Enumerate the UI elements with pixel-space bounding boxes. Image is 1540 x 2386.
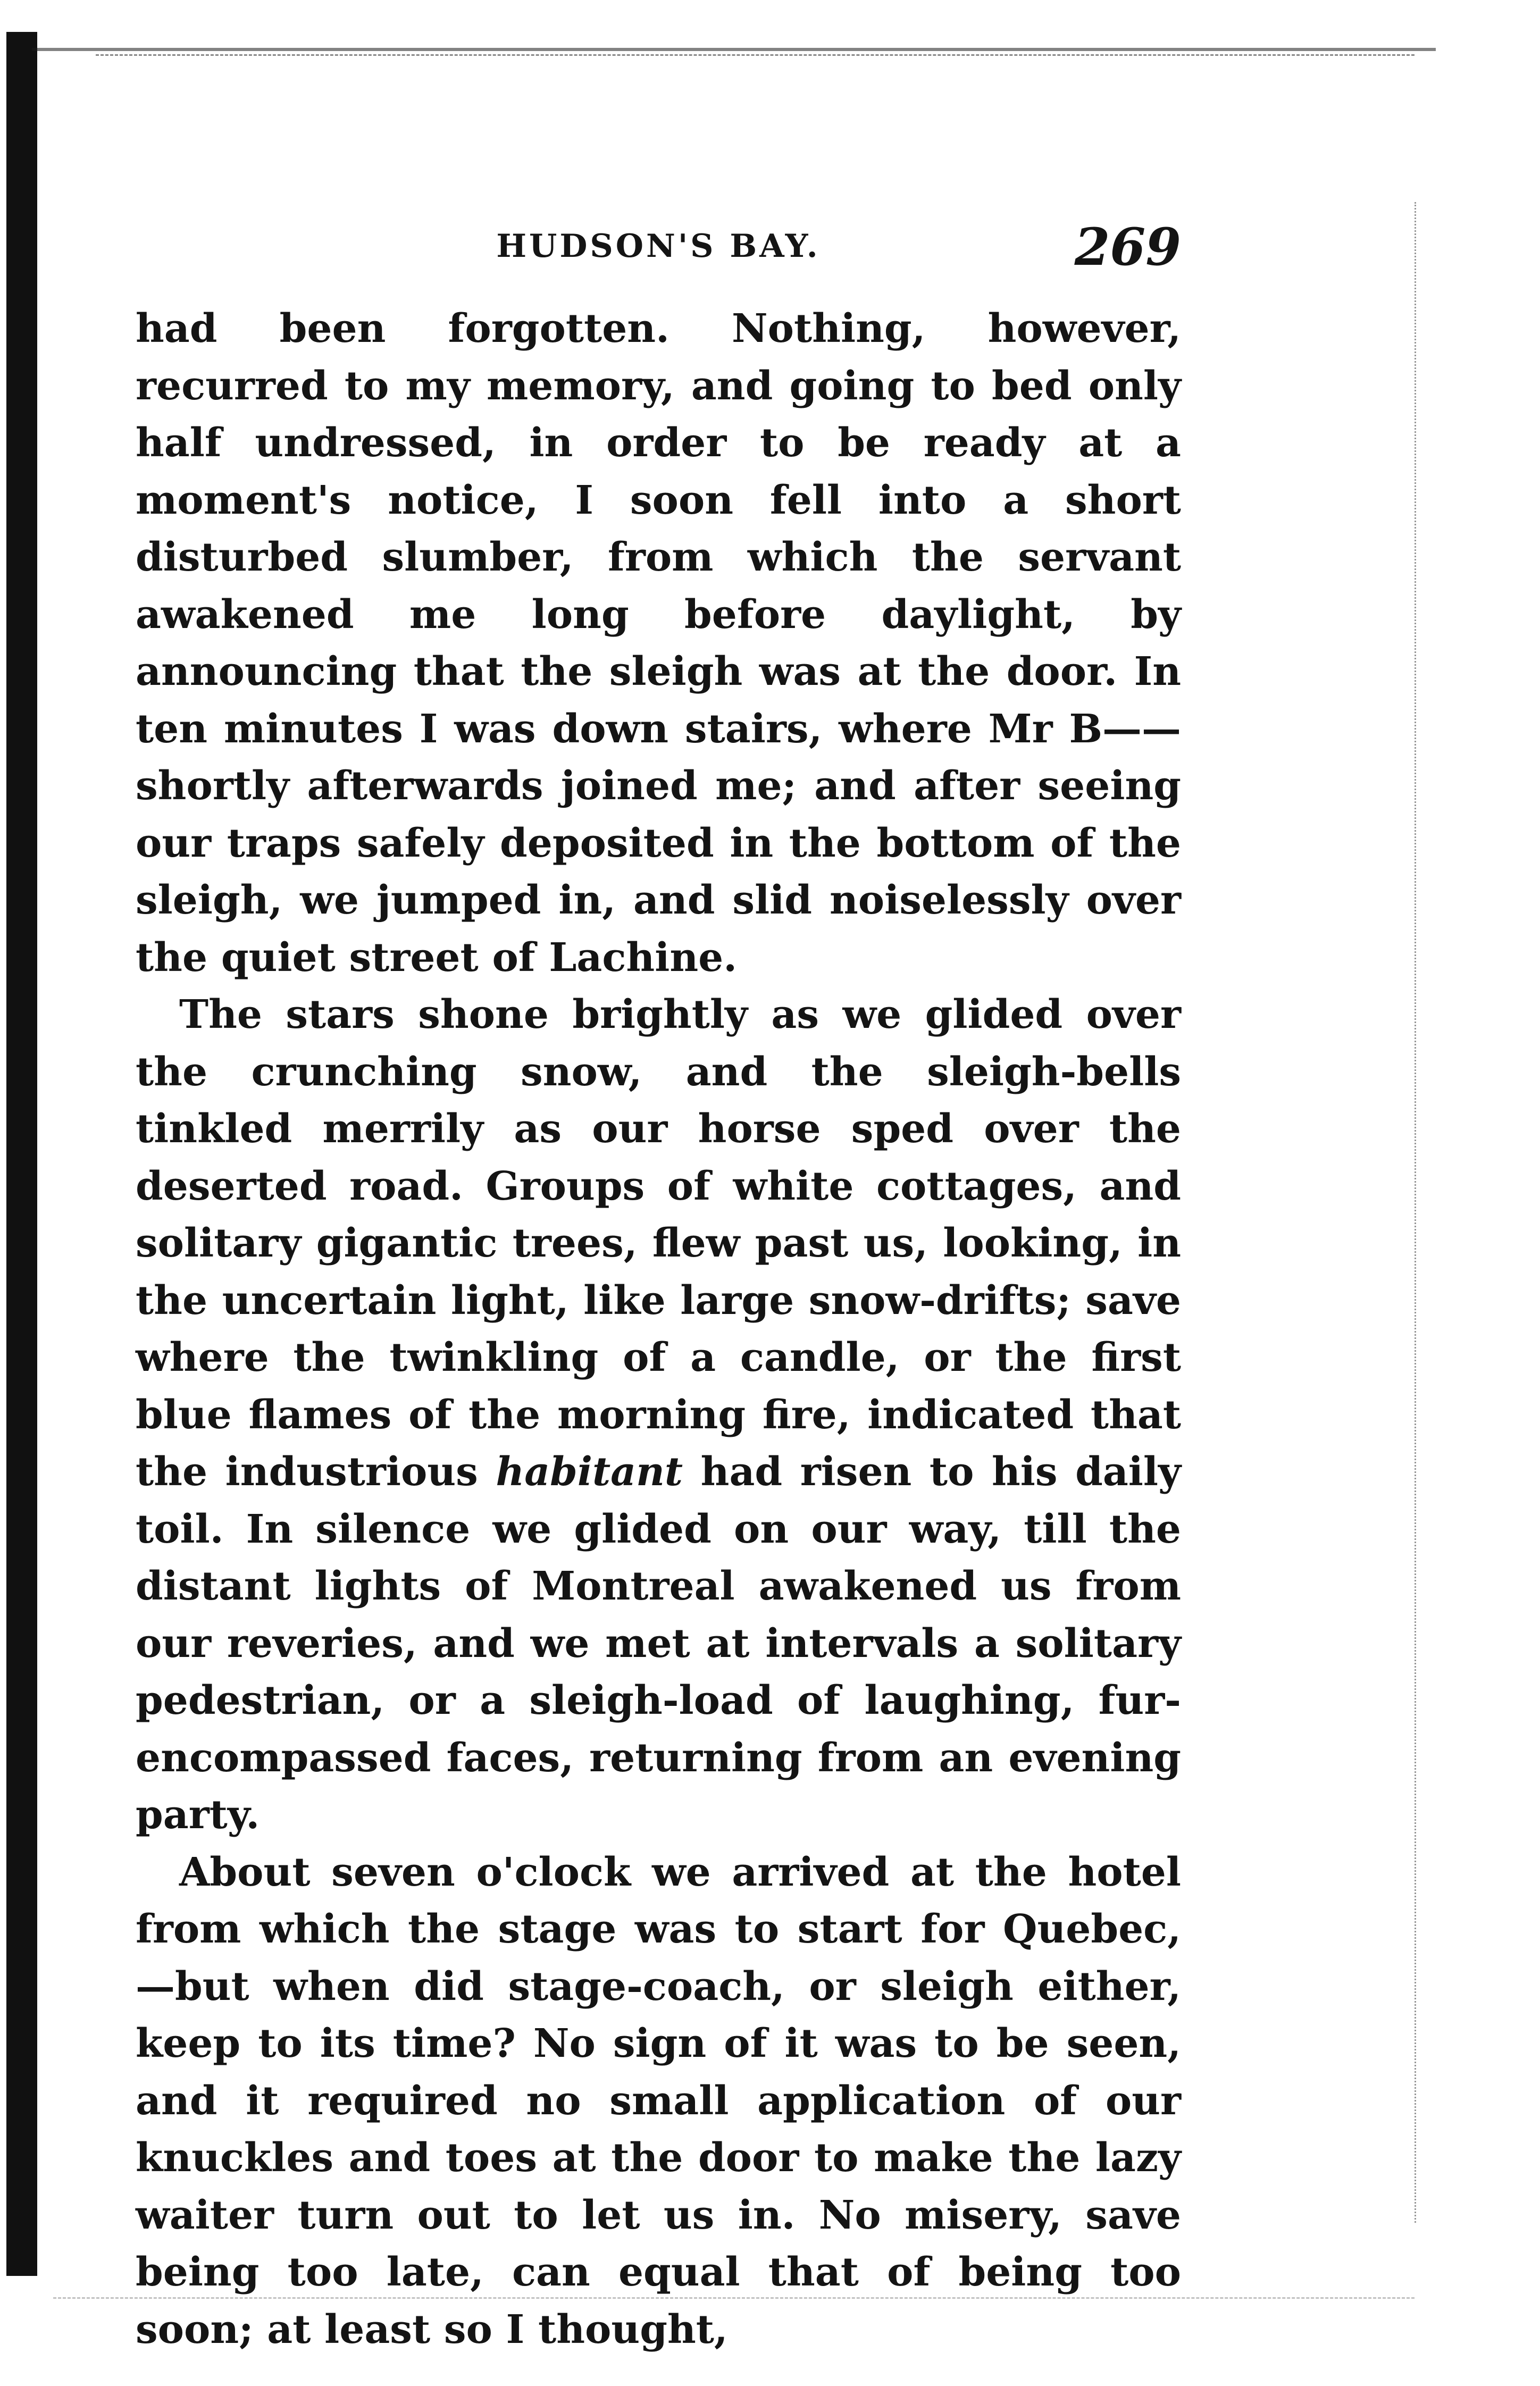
scan-right-margin-noise (1415, 202, 1432, 2223)
paragraph (136, 1844, 1181, 2359)
running-head: HUDSON'S BAY. (496, 228, 821, 265)
italic-word: habitant (496, 1449, 683, 1495)
text-run: had risen to his daily toil. In silence we glided on our way, till the distant lights of Montreal awakened us from our reveries, and we met at intervals a solitary pedestrian, or a sleigh-load of laughing, fur-encompassed faces, returning from an evening party. (136, 1449, 1181, 1838)
text-run: About seven o'clock we arrived at the hotel from which the stage was to start for Quebec,—but when did stage-coach, or sleigh either, keep to its time? No sign of it was to be seen, and it required no small application of our knuckles and toes at the door to make the lazy waiter turn out to let us in. No misery, save being too late, can equal that of being too soon; at least so I thought, (136, 1849, 1181, 2352)
page-header (136, 217, 1181, 282)
text-run: The stars shone brightly as we glided over the crunching snow, and the sleigh-bells tinkled merrily as our horse sped over the deserted road. Groups of white cottages, and solitary gigantic trees, flew past us, looking, in the uncertain light, like large snow-drifts; save where the twinkling of a candle, or the first blue flames of the morning fire, indicated that the industrious (136, 992, 1181, 1495)
scan-top-edge (32, 48, 1436, 65)
paragraph (136, 986, 1181, 1844)
text-run: had been forgotten. Nothing, however, recurred to my memory, and going to bed only half undressed, in order to be ready at a moment's notice, I soon fell into a short disturbed slumber, from which the servant awakened me long before daylight, by announcing that the sleigh was at the door. In ten minutes I was down stairs, where Mr B—— shortly afterwards joined me; and after seeing our traps safely deposited in the bottom of the sleigh, we jumped in, and slid noiselessly over the quiet street of Lachine. (136, 306, 1181, 981)
body-text (136, 300, 1181, 2358)
paragraph (136, 300, 1181, 986)
page-number: 269 (1074, 217, 1181, 277)
book-spine-shadow (6, 32, 37, 2276)
